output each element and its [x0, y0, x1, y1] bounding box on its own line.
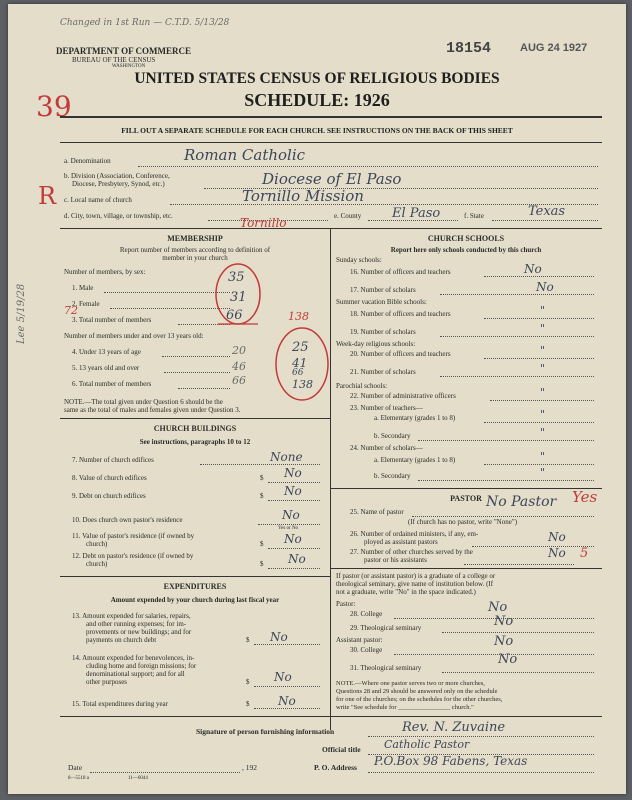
- q13-label-2: and other running expenses; for im-: [86, 620, 187, 628]
- q13-label-4: payments on church debt: [86, 636, 157, 644]
- graduate-note-3: not a graduate, write "No" in the space indicated.): [336, 588, 476, 596]
- q24a-label: a. Elementary (grades 1 to 8): [374, 456, 456, 464]
- q26-label-2: ployed as assistant pastors: [364, 538, 438, 546]
- q12-label-2: church): [86, 560, 108, 568]
- yes-no-hint: Yes or No: [278, 526, 299, 531]
- q25-sub: (If church has no pastor, write "None"): [408, 518, 518, 526]
- q14-label: 14. Amount expended for benevolences, in-: [72, 654, 195, 662]
- division-value: Diocese of El Paso: [262, 170, 402, 188]
- division-label-2: Diocese, Presbytery, Synod, etc.): [72, 180, 165, 188]
- q5-value: 46: [232, 360, 246, 373]
- official-title-value: Catholic Pastor: [384, 738, 470, 751]
- date-received-stamp: AUG 24 1927: [520, 42, 588, 54]
- q11-label: 11. Value of pastor's residence (if owned by: [72, 532, 195, 540]
- city-value: Tornillo: [240, 216, 287, 230]
- state-label: f. State: [464, 212, 484, 220]
- q26-label: 26. Number of ordained ministers, if any, em-: [350, 530, 479, 538]
- q19-value: ": [540, 322, 546, 335]
- department-name: DEPARTMENT OF COMMERCE: [56, 46, 192, 56]
- q14-dollar: $: [246, 678, 250, 686]
- q23b-label: b. Secondary: [374, 432, 411, 440]
- q27-value: No: [548, 546, 566, 560]
- q11-dollar: $: [260, 540, 264, 548]
- q15-value: No: [278, 694, 296, 708]
- q26-value: No: [548, 530, 566, 544]
- q27-label-2: pastor or his assistants: [364, 556, 427, 564]
- pastor-note-4: write "See schedule for ________________ church.": [336, 704, 474, 711]
- pastor-subheading: Pastor:: [336, 600, 356, 608]
- q11-label-2: church): [86, 540, 108, 548]
- q25-red-value: Yes: [572, 488, 598, 506]
- expenditures-title: EXPENDITURES: [163, 582, 227, 591]
- signature-value: Rev. N. Zuvaine: [402, 720, 506, 735]
- q20-label: 20. Number of officers and teachers: [350, 350, 451, 358]
- q12-value: No: [288, 552, 306, 566]
- q8-dollar: $: [260, 474, 264, 482]
- assistant-pastor-subheading: Assistant pastor:: [336, 636, 383, 644]
- q14-label-3: denominational support; and for all: [86, 670, 185, 678]
- q16-value: No: [524, 262, 542, 276]
- expenditures-sub: Amount expended by your church during last fiscal year: [110, 596, 280, 604]
- signature-label: Signature of person furnishing information: [196, 727, 335, 736]
- age-heading: Number of members under and over 13 years old:: [64, 332, 204, 340]
- pastor-note-3: for one of the churches; on the schedules for the other churches,: [336, 696, 503, 703]
- graduate-note-2: theological seminary, give name of institution below. (If: [336, 580, 494, 588]
- denomination-label: a. Denomination: [64, 157, 111, 165]
- q9-dollar: $: [260, 492, 264, 500]
- by-sex-label: Number of members, by sex:: [64, 268, 146, 276]
- q29-value: No: [494, 614, 514, 629]
- q1-value: 35: [228, 270, 245, 285]
- buildings-title: CHURCH BUILDINGS: [153, 424, 237, 433]
- q23a-label: a. Elementary (grades 1 to 8): [374, 414, 456, 422]
- membership-sub-2: member in your church: [162, 254, 228, 262]
- q23a-value: ": [540, 408, 546, 421]
- address-value: P.O.Box 98 Fabens, Texas: [374, 754, 528, 768]
- q10-label: 10. Does church own pastor's residence: [72, 516, 183, 524]
- city-label: d. City, town, village, or township, etc.: [64, 212, 173, 220]
- q18-label: 18. Number of officers and teachers: [350, 310, 451, 318]
- q23-label: 23. Number of teachers—: [350, 404, 423, 412]
- year-label: , 192: [242, 763, 257, 772]
- sunday-schools-label: Sunday schools:: [336, 256, 382, 264]
- print-code: 11—6044: [128, 776, 148, 781]
- q6-value: 66: [232, 374, 246, 387]
- q2-margin-value: 72: [64, 304, 78, 317]
- q14-value: No: [274, 670, 292, 684]
- margin-date-note: Lee 5/19/28: [16, 283, 27, 344]
- q2-label: 2. Female: [72, 300, 100, 308]
- q18-value: ": [540, 304, 546, 317]
- q24b-label: b. Secondary: [374, 472, 411, 480]
- membership-note-1: NOTE.—The total given under Question 6 should be the: [64, 398, 223, 406]
- q13-label-3: provements or new buildings; and for: [86, 628, 192, 636]
- form-instruction: FILL OUT A SEPARATE SCHEDULE FOR EACH CHURCH. SEE INSTRUCTIONS ON THE BACK OF THIS SHEET: [121, 126, 513, 135]
- q5-label: 5. 13 years old and over: [72, 364, 140, 372]
- q3-right-value: 138: [288, 310, 309, 323]
- county-value: El Paso: [392, 206, 441, 221]
- q6-right-value: 66: [292, 368, 304, 378]
- q20-value: ": [540, 344, 546, 357]
- pastor-note-1: NOTE.—Where one pastor serves two or more churches,: [336, 680, 485, 687]
- address-label: P. O. Address: [314, 763, 357, 772]
- q3-label: 3. Total number of members: [72, 316, 152, 324]
- q4-label: 4. Under 13 years of age: [72, 348, 141, 356]
- q27-red-value: 5: [580, 546, 589, 561]
- q27-label: 27. Number of other churches served by the: [350, 548, 473, 556]
- q3-value: 66: [226, 308, 243, 323]
- q6-label: 6. Total number of members: [72, 380, 152, 388]
- q9-label: 9. Debt on church edifices: [72, 492, 146, 500]
- q24-label: 24. Number of scholars—: [350, 444, 423, 452]
- graduate-note-1: If pastor (or assistant pastor) is a graduate of a college or: [336, 572, 496, 580]
- q23b-value: ": [540, 426, 546, 439]
- bureau-name: BUREAU OF THE CENSUS: [72, 56, 156, 64]
- denomination-value: Roman Catholic: [184, 146, 306, 164]
- q14-label-2: cluding home and foreign missions; for: [86, 662, 197, 670]
- q17-value: No: [536, 280, 554, 294]
- parochial-schools-label: Parochial schools:: [336, 382, 388, 390]
- official-title-label: Official title: [322, 745, 361, 754]
- q4-value: 20: [232, 344, 246, 357]
- q6-right-value-2: 138: [292, 378, 313, 391]
- county-label: e. County: [334, 212, 362, 220]
- local-name-value: Tornillo Mission: [242, 187, 364, 205]
- form-number: 8—5518 a: [68, 776, 89, 781]
- q5-right-value: 41: [292, 356, 308, 370]
- q9-value: No: [284, 484, 302, 498]
- weekday-schools-label: Week-day religious schools:: [336, 340, 416, 348]
- q12-label: 12. Debt on pastor's residence (if owned by: [72, 552, 194, 560]
- q13-dollar: $: [246, 636, 250, 644]
- q16-label: 16. Number of officers and teachers: [350, 268, 451, 276]
- q2-value: 31: [230, 290, 247, 305]
- q21-value: ": [540, 362, 546, 375]
- date-label: Date: [68, 763, 83, 772]
- q8-label: 8. Value of church edifices: [72, 474, 147, 482]
- margin-number: 39: [36, 90, 72, 123]
- form-title: UNITED STATES CENSUS OF RELIGIOUS BODIES: [134, 70, 500, 87]
- q19-label: 19. Number of scholars: [350, 328, 416, 336]
- q25-label: 25. Name of pastor: [350, 508, 404, 516]
- schedule-number: 18154: [446, 40, 492, 57]
- q31-value: No: [498, 652, 518, 667]
- pastor-title: PASTOR: [450, 494, 482, 503]
- census-schedule-sheet: [8, 4, 626, 794]
- q1-label: 1. Male: [72, 284, 94, 292]
- q13-label: 13. Amount expended for salaries, repairs,: [72, 612, 191, 620]
- q28-label: 28. College: [350, 610, 383, 618]
- q7-value: None: [270, 450, 303, 464]
- q25-value: No Pastor: [486, 494, 557, 510]
- form-subtitle: SCHEDULE: 1926: [244, 90, 390, 110]
- margin-r: R: [38, 182, 57, 210]
- q8-value: No: [284, 466, 302, 480]
- q28-value: No: [488, 600, 508, 615]
- summer-schools-label: Summer vacation Bible schools:: [336, 298, 427, 306]
- buildings-sub: See instructions, paragraphs 10 to 12: [139, 438, 251, 446]
- q29-label: 29. Theological seminary: [350, 624, 422, 632]
- q24b-value: ": [540, 466, 546, 479]
- q30-value: No: [494, 634, 514, 649]
- membership-title: MEMBERSHIP: [167, 234, 223, 243]
- q7-label: 7. Number of church edifices: [72, 456, 154, 464]
- city-name: WASHINGTON: [112, 64, 146, 69]
- q15-dollar: $: [246, 700, 250, 708]
- q30-label: 30. College: [350, 646, 383, 654]
- membership-sub-1: Report number of members according to definition of: [119, 246, 271, 254]
- schools-sub: Report here only schools conducted by this church: [390, 246, 542, 254]
- membership-note-2: same as the total of males and females given under Question 3.: [64, 406, 241, 414]
- division-label: b. Division (Association, Conference,: [64, 172, 170, 180]
- q14-label-4: other purposes: [86, 678, 128, 686]
- state-value: Texas: [528, 204, 566, 219]
- q11-value: No: [284, 532, 302, 546]
- q22-value: ": [540, 386, 546, 399]
- q17-label: 17. Number of scholars: [350, 286, 416, 294]
- local-name-label: c. Local name of church: [64, 196, 132, 204]
- schools-title: CHURCH SCHOOLS: [427, 234, 505, 243]
- pastor-note-2: Questions 28 and 29 should be answered only on the schedule: [336, 688, 498, 695]
- q22-label: 22. Number of administrative officers: [350, 392, 456, 400]
- q24a-value: ": [540, 450, 546, 463]
- q10-value: No: [282, 508, 300, 522]
- q31-label: 31. Theological seminary: [350, 664, 422, 672]
- q15-label: 15. Total expenditures during year: [72, 700, 168, 708]
- top-pencil-note: Changed in 1st Run — C.T.D. 5/13/28: [60, 18, 230, 28]
- q21-label: 21. Number of scholars: [350, 368, 416, 376]
- q12-dollar: $: [260, 560, 264, 568]
- q13-value: No: [270, 630, 288, 644]
- q4-right-value: 25: [292, 340, 309, 355]
